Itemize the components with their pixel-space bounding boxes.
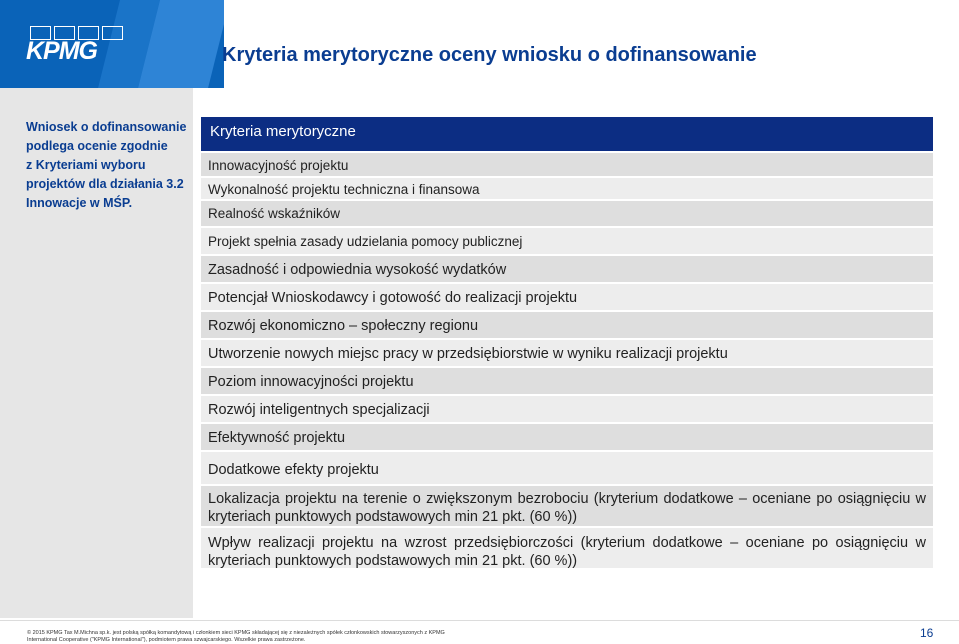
table-row bbox=[201, 178, 933, 201]
sidebar-line: Wniosek o dofinansowanie bbox=[26, 120, 187, 134]
table-row bbox=[201, 396, 933, 424]
sidebar-line: podlega ocenie zgodnie bbox=[26, 139, 168, 153]
table-row bbox=[201, 228, 933, 256]
sidebar bbox=[0, 88, 193, 618]
criterion-label: Rozwój ekonomiczno – społeczny regionu bbox=[208, 318, 479, 334]
criterion-label: Efektywność projektu bbox=[208, 430, 346, 446]
table-row bbox=[201, 486, 933, 528]
criterion-label: Utworzenie nowych miejsc pracy w przedsiębiorstwie w wyniku realizacji projektu bbox=[208, 346, 728, 362]
table-row bbox=[201, 528, 933, 570]
logo-bar bbox=[0, 0, 224, 88]
criterion-label: Wykonalność projektu techniczna i finansowa bbox=[208, 182, 480, 197]
table-row bbox=[201, 312, 933, 340]
criterion-label: Zasadność i odpowiednia wysokość wydatków bbox=[208, 262, 507, 278]
criterion-label: Realność wskaźników bbox=[208, 206, 341, 221]
kpmg-logo bbox=[26, 26, 126, 66]
table-header-label: Kryteria merytoryczne bbox=[210, 123, 356, 140]
table-row bbox=[201, 424, 933, 452]
table-header bbox=[201, 117, 933, 151]
criterion-label: Potencjał Wnioskodawcy i gotowość do realizacji projektu bbox=[208, 290, 578, 306]
page-title: Kryteria merytoryczne oceny wniosku o dofinansowanie bbox=[222, 44, 757, 66]
footer-copyright: © 2015 KPMG Tax M.Michna sp.k. jest polską spółką komandytową i członkiem sieci KPMG składającej się z niezależnych spółek członkowskich stowarzyszonych z KPMG International Cooperative ("KPMG International"), podmiotem prawa szwajcarskiego. Wszelkie prawa zastrzeżone. bbox=[27, 630, 445, 643]
logo-text: KPMG bbox=[26, 37, 97, 65]
table-row bbox=[201, 201, 933, 228]
table-row bbox=[201, 153, 933, 178]
criterion-label: Projekt spełnia zasady udzielania pomocy publicznej bbox=[208, 234, 523, 249]
criterion-label: Poziom innowacyjności projektu bbox=[208, 374, 414, 390]
table-row bbox=[201, 284, 933, 312]
table-row bbox=[201, 368, 933, 396]
criterion-label: Lokalizacja projektu na terenie o zwiększonym bezrobociu (kryterium dodatkowe – oceniane po osiągnięciu w kryteriach punktowych podstawowych min 21 pkt. (60 %)) bbox=[208, 491, 926, 525]
table-row bbox=[201, 256, 933, 284]
criterion-label: Wpływ realizacji projektu na wzrost przedsiębiorczości (kryterium dodatkowe – oceniane po osiągnięciu w kryteriach punktowych podstawowych min 21 pkt. (60 %)) bbox=[208, 535, 926, 569]
criterion-label: Dodatkowe efekty projektu bbox=[208, 462, 379, 478]
sidebar-note bbox=[26, 118, 191, 213]
footer-divider bbox=[0, 620, 959, 621]
sidebar-line: Innowacje w MŚP. bbox=[26, 196, 133, 210]
sidebar-line: projektów dla działania 3.2 bbox=[26, 177, 184, 191]
table-row bbox=[201, 340, 933, 368]
page-number: 16 bbox=[920, 626, 934, 640]
criterion-label: Innowacyjność projektu bbox=[208, 158, 349, 173]
criterion-label: Rozwój inteligentnych specjalizacji bbox=[208, 402, 430, 418]
table-row bbox=[201, 452, 933, 486]
sidebar-line: z Kryteriami wyboru bbox=[26, 158, 146, 172]
